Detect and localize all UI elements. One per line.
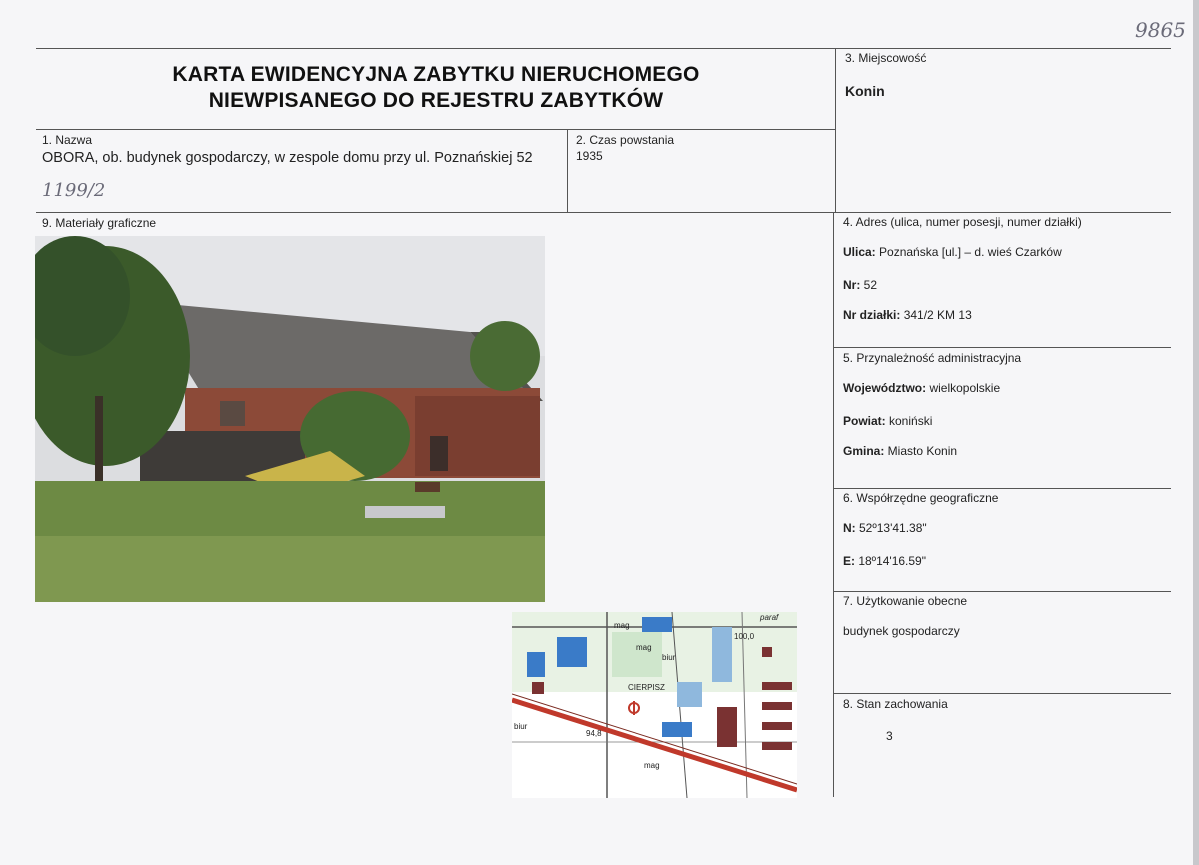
voivodeship-line — [843, 381, 1000, 395]
rule-5 — [833, 347, 1171, 348]
county-line — [843, 414, 932, 428]
street-value: Poznańska [ul.] – d. wieś Czarków — [875, 245, 1062, 259]
locality-value: Konin — [845, 83, 885, 99]
rule-name-date — [567, 129, 568, 212]
map-label-mag2: mag — [636, 643, 652, 652]
map-label-biur1: biur — [662, 653, 676, 662]
title-line-2: NIEWPISANEGO DO REJESTRU ZABYTKÓW — [208, 89, 664, 112]
map-label-biur2: biur — [514, 722, 528, 731]
use-value: budynek gospodarczy — [843, 624, 960, 638]
commune-line — [843, 444, 957, 458]
longitude-value: 18º14'16.59" — [855, 554, 926, 568]
handwritten-number: 9865 — [1135, 18, 1186, 42]
address-label: 4. Adres (ulica, numer posesji, numer działki) — [843, 215, 1082, 229]
name-label: 1. Nazwa — [42, 133, 93, 147]
latitude-value: 52º13'41.38" — [855, 521, 927, 535]
condition-value: 3 — [886, 729, 893, 743]
admin-label: 5. Przynależność administracyjna — [843, 351, 1022, 365]
date-value: 1935 — [576, 149, 603, 163]
rule-main — [36, 212, 1171, 213]
map-label-elev2: 94,8 — [586, 729, 602, 738]
location-map — [512, 612, 797, 798]
map-label-place: CIERPISZ — [628, 683, 665, 692]
plot-line — [843, 308, 972, 322]
handwritten-reference: 1199/2 — [42, 180, 106, 201]
coords-label: 6. Współrzędne geograficzne — [843, 491, 999, 505]
rule-top — [36, 48, 1171, 49]
voivodeship-key: Województwo: — [843, 381, 927, 395]
county-value: koniński — [885, 414, 933, 428]
map-label-paraf: paraf — [760, 613, 779, 622]
building-photo — [35, 236, 545, 602]
rule-title-bottom — [36, 129, 836, 130]
number-key: Nr: — [843, 278, 861, 292]
rule-right-column — [833, 212, 834, 797]
use-label: 7. Użytkowanie obecne — [843, 594, 968, 608]
rule-8 — [833, 693, 1171, 694]
rule-7 — [833, 591, 1171, 592]
map-label-elev1: 100,0 — [734, 632, 755, 641]
rule-6 — [833, 488, 1171, 489]
photo-drawing — [35, 236, 545, 602]
card-title — [36, 62, 836, 114]
voivodeship-value: wielkopolskie — [926, 381, 1001, 395]
map-label-mag1: mag — [614, 621, 630, 630]
longitude-key: E: — [843, 554, 855, 568]
latitude-line — [843, 521, 927, 535]
longitude-line — [843, 554, 926, 568]
number-value: 52 — [860, 278, 878, 292]
locality-label: 3. Miejscowość — [845, 51, 927, 65]
plot-value: 341/2 KM 13 — [900, 308, 972, 322]
commune-key: Gmina: — [843, 444, 885, 458]
scan-edge — [1193, 0, 1199, 865]
number-line — [843, 278, 877, 292]
latitude-key: N: — [843, 521, 856, 535]
plot-key: Nr działki: — [843, 308, 901, 322]
county-key: Powiat: — [843, 414, 886, 428]
graphics-label: 9. Materiały graficzne — [42, 216, 157, 230]
map-label-mag3: mag — [644, 761, 660, 770]
map-drawing — [512, 612, 797, 798]
commune-value: Miasto Konin — [884, 444, 958, 458]
street-line — [843, 245, 1062, 259]
date-label: 2. Czas powstania — [576, 133, 675, 147]
condition-label: 8. Stan zachowania — [843, 697, 948, 711]
name-value: OBORA, ob. budynek gospodarczy, w zespole domu przy ul. Poznańskiej 52 — [42, 150, 533, 166]
street-key: Ulica: — [843, 245, 876, 259]
title-line-1: KARTA EWIDENCYJNA ZABYTKU NIERUCHOMEGO — [172, 63, 700, 86]
